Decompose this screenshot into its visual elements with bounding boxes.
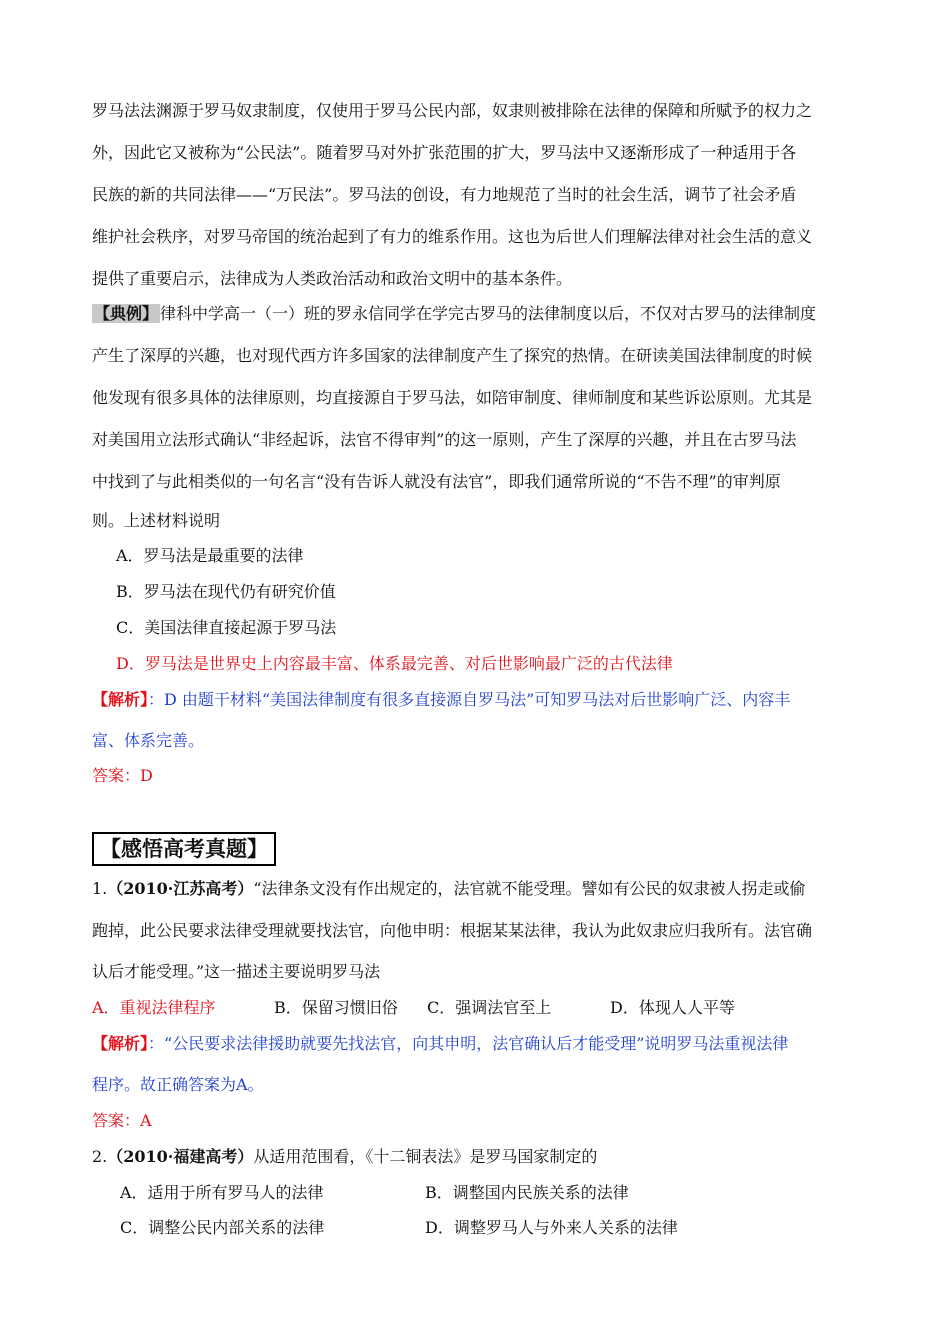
q2-option-c: C．调整公民内部关系的法律 — [120, 1218, 325, 1237]
example-line: 产生了深厚的兴趣，也对现代西方许多国家的法律制度产生了探究的热情。在研读美国法律制度的时候 — [92, 346, 813, 365]
example-text: 律科中学高一（一）班的罗永信同学在学完古罗马的法律制度以后，不仅对古罗马的法律制度 — [160, 304, 817, 323]
intro-line: 罗马法法渊源于罗马奴隶制度，仅使用于罗马公民内部，奴隶则被排除在法律的保障和所赋予的权力之 — [92, 101, 813, 120]
q1-answer: 答案：A — [92, 1111, 152, 1130]
analysis-text: ：D 由题干材料“美国法律制度有很多直接源自罗马法”可知罗马法对后世影响广泛、内容丰 — [148, 690, 791, 709]
example-analysis-line — [92, 690, 790, 710]
example-line: 中找到了与此相类似的一句名言“没有告诉人就没有法官”，即我们通常所说的“不告不理”的审判原 — [92, 472, 781, 491]
q1-first-line — [92, 879, 806, 899]
intro-line: 维护社会秩序，对罗马帝国的统治起到了有力的维系作用。这也为后世人们理解法律对社会生活的意义 — [92, 227, 813, 246]
example-line: 他发现有很多具体的法律原则，均直接源自于罗马法，如陪审制度、律师制度和某些诉讼原则。尤其是 — [92, 388, 813, 407]
analysis-text: ：“公民要求法律援助就要先找法官，向其申明，法官确认后才能受理”说明罗马法重视法律 — [148, 1034, 789, 1053]
q1-analysis-line: 程序。故正确答案为A。 — [92, 1075, 264, 1094]
q2-option-b: B．调整国内民族关系的法律 — [425, 1183, 629, 1202]
q1-number: 1. — [92, 879, 108, 898]
q1-line: 认后才能受理。”这一描述主要说明罗马法 — [92, 962, 381, 981]
example-line: 对美国用立法形式确认“非经起诉，法官不得审判”的这一原则，产生了深厚的兴趣，并且在古罗马法 — [92, 430, 797, 449]
example-analysis-line: 富、体系完善。 — [92, 731, 205, 750]
example-option-a: A．罗马法是最重要的法律 — [116, 546, 304, 565]
intro-line: 民族的新的共同法律——“万民法”。罗马法的创设，有力地规范了当时的社会生活，调节了社会矛盾 — [92, 185, 797, 204]
analysis-label: 【解析】 — [92, 1034, 149, 1053]
intro-line: 外，因此它又被称为“公民法”。随着罗马对外扩张范围的扩大，罗马法中又逐渐形成了一种适用于各 — [92, 143, 797, 162]
q1-text: “法律条文没有作出规定的，法官就不能受理。譬如有公民的奴隶被人拐走或偷 — [253, 879, 806, 898]
example-tag: 【典例】 — [94, 304, 159, 323]
q2-option-d: D．调整罗马人与外来人关系的法律 — [425, 1218, 678, 1237]
q1-source: （2010·江苏高考） — [107, 879, 254, 898]
q2-text: 从适用范围看，《十二铜表法》是罗马国家制定的 — [253, 1147, 598, 1166]
q1-option-d: D．体现人人平等 — [610, 998, 735, 1017]
section-title: 【感悟高考真题】 — [92, 832, 276, 866]
example-option-c: C．美国法律直接起源于罗马法 — [116, 618, 337, 637]
q2-option-a: A．适用于所有罗马人的法律 — [120, 1183, 324, 1202]
q2-first-line — [92, 1147, 597, 1167]
q1-option-a: A．重视法律程序 — [92, 998, 216, 1017]
example-line: 则。上述材料说明 — [92, 511, 221, 530]
example-first-line — [92, 304, 816, 324]
q1-analysis-line — [92, 1034, 788, 1054]
example-answer: 答案：D — [92, 766, 153, 785]
q2-number: 2. — [92, 1147, 108, 1166]
q1-line: 跑掉，此公民要求法律受理就要找法官，向他申明：根据某某法律，我认为此奴隶应归我所有。法官确 — [92, 921, 813, 940]
intro-line: 提供了重要启示，法律成为人类政治活动和政治文明中的基本条件。 — [92, 269, 573, 288]
analysis-label: 【解析】 — [92, 690, 149, 709]
q2-source: （2010·福建高考） — [107, 1147, 254, 1166]
example-option-b: B．罗马法在现代仍有研究价值 — [116, 582, 336, 601]
q1-option-b: B．保留习惯旧俗 — [274, 998, 398, 1017]
q1-option-c: C．强调法官至上 — [427, 998, 552, 1017]
example-option-d: D．罗马法是世界史上内容最丰富、体系最完善、对后世影响最广泛的古代法律 — [116, 654, 673, 673]
